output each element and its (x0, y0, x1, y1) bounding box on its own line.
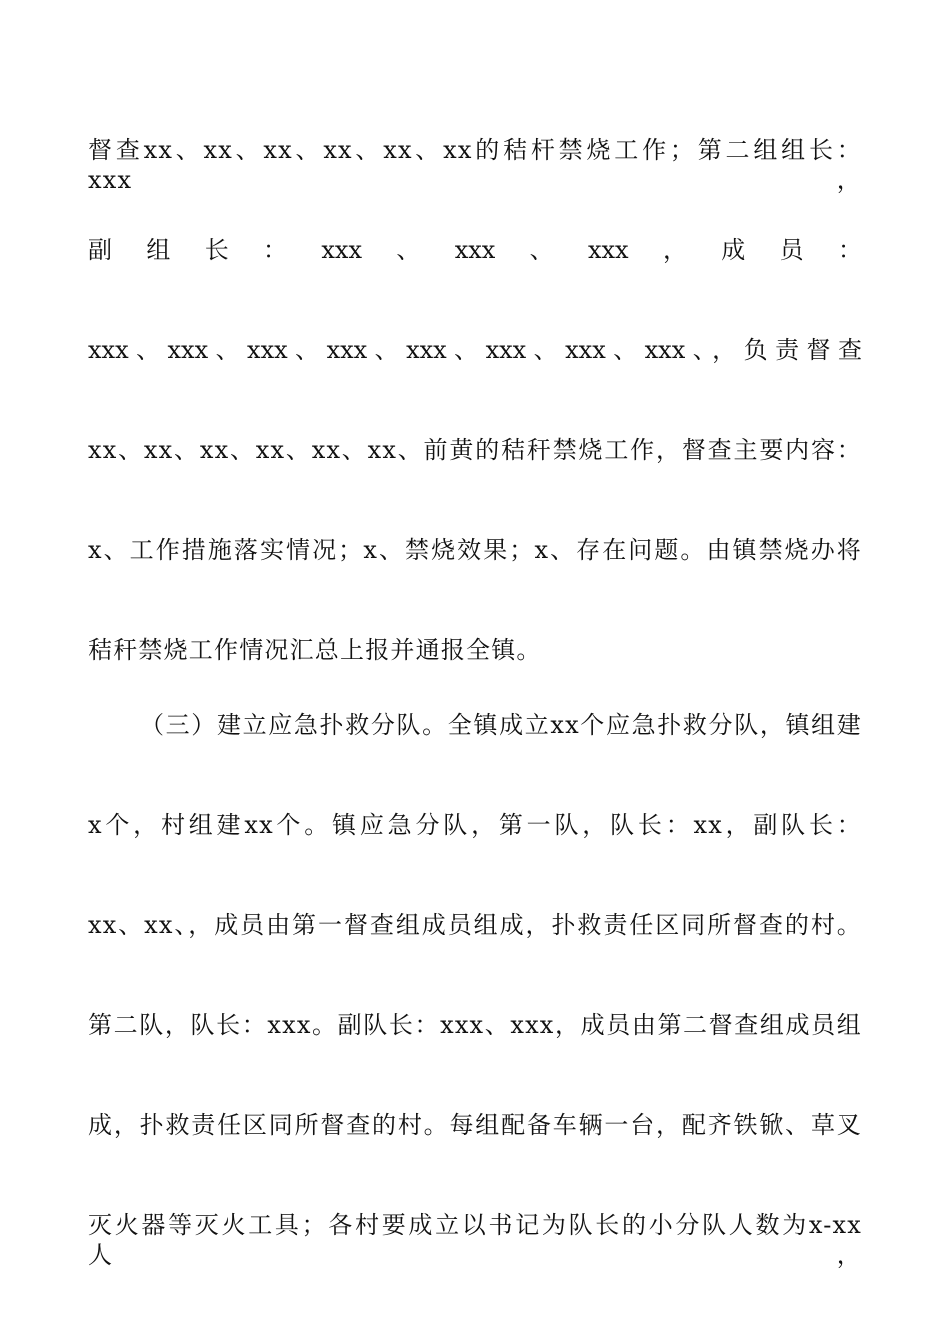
text-line-12: 灭火器等灭火工具；各村要成立以书记为队长的小分队人数为x-xx人， (88, 1211, 862, 1269)
text-line-4: xx、xx、xx、xx、xx、xx、前黄的秸秆禁烧工作，督查主要内容： (88, 436, 862, 464)
text-line-1: 督查xx、xx、xx、xx、xx、xx的秸杆禁烧工作；第二组组长：xxx， (88, 136, 862, 194)
text-line-7: （三）建立应急扑救分队。全镇成立xx个应急扑救分队，镇组建 (140, 711, 862, 739)
text-line-11: 成，扑救责任区同所督查的村。每组配备车辆一台，配齐铁锨、草叉 (88, 1111, 862, 1139)
text-line-6: 秸秆禁烧工作情况汇总上报并通报全镇。 (88, 636, 542, 664)
text-line-9: xx、xx、，成员由第一督查组成员组成，扑救责任区同所督查的村。 (88, 911, 862, 939)
text-line-2: 副组长：xxx、xxx、xxx，成员： (88, 236, 862, 264)
text-line-5: x、工作措施落实情况；x、禁烧效果；x、存在问题。由镇禁烧办将 (88, 536, 862, 564)
text-line-10: 第二队，队长：xxx。副队长：xxx、xxx，成员由第二督查组成员组 (88, 1011, 862, 1039)
text-line-3: xxx、xxx、xxx、xxx、xxx、xxx、xxx、xxx、，负责督查 (88, 336, 862, 364)
text-line-8: x个，村组建xx个。镇应急分队，第一队，队长：xx，副队长： (88, 811, 862, 839)
